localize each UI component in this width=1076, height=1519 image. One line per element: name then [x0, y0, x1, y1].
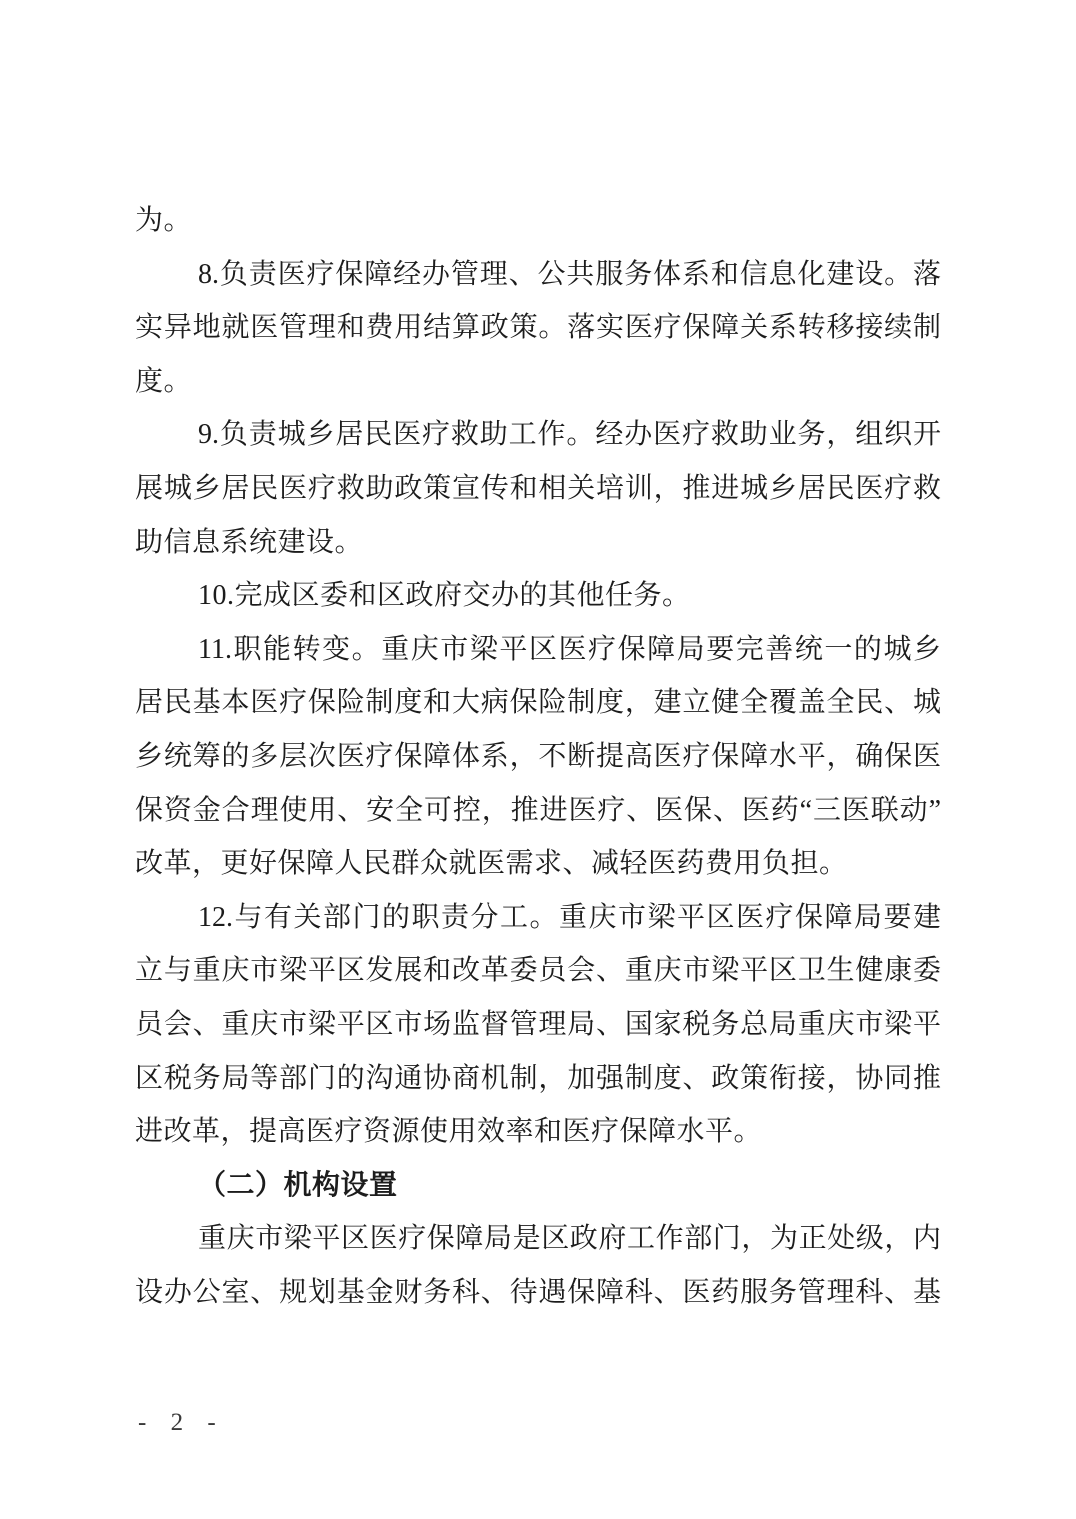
text-line: 保资金合理使用、安全可控，推进医疗、医保、医药“三医联动” — [135, 794, 941, 826]
document-body — [135, 194, 941, 1319]
text-line: 设办公室、规划基金财务科、待遇保障科、医药服务管理科、基 — [135, 1276, 941, 1308]
text-line: 重庆市梁平区医疗保障局是区政府工作部门，为正处级，内 — [198, 1223, 941, 1255]
text-line: 9.负责城乡居民医疗救助工作。经办医疗救助业务，组织开 — [198, 419, 941, 451]
page-number: - 2 - — [138, 1409, 225, 1436]
section-heading-line: （二）机构设置 — [198, 1169, 398, 1201]
text-line: 改革，更好保障人民群众就医需求、减轻医药费用负担。 — [135, 848, 848, 880]
paragraph — [135, 1159, 941, 1213]
text-line: 11.职能转变。重庆市梁平区医疗保障局要完善统一的城乡 — [198, 633, 941, 665]
text-line: 度。 — [135, 365, 193, 397]
text-line: 助信息系统建设。 — [135, 526, 364, 558]
paragraph — [135, 1212, 941, 1319]
paragraph — [135, 569, 941, 623]
text-line: 为。 — [135, 205, 193, 236]
text-line: 立与重庆市梁平区发展和改革委员会、重庆市梁平区卫生健康委 — [135, 955, 941, 987]
text-line: 乡统筹的多层次医疗保障体系，不断提高医疗保障水平，确保医 — [135, 740, 941, 772]
paragraph — [135, 623, 941, 891]
text-line: 8.负责医疗保障经办管理、公共服务体系和信息化建设。落 — [198, 258, 941, 290]
paragraph — [135, 194, 941, 248]
text-line: 12.与有关部门的职责分工。重庆市梁平区医疗保障局要建 — [198, 901, 941, 933]
text-line: 10.完成区委和区政府交办的其他任务。 — [198, 580, 691, 612]
text-line: 居民基本医疗保险制度和大病保险制度，建立健全覆盖全民、城 — [135, 687, 941, 719]
paragraph — [135, 248, 941, 409]
text-line: 实异地就医管理和费用结算政策。落实医疗保障关系转移接续制 — [135, 312, 941, 344]
text-line: 进改革，提高医疗资源使用效率和医疗保障水平。 — [135, 1116, 763, 1148]
paragraph — [135, 891, 941, 1159]
text-line: 员会、重庆市梁平区市场监督管理局、国家税务总局重庆市梁平 — [135, 1008, 941, 1040]
paragraph — [135, 408, 941, 569]
text-line: 区税务局等部门的沟通协商机制，加强制度、政策衔接，协同推 — [135, 1062, 941, 1094]
text-line: 展城乡居民医疗救助政策宣传和相关培训，推进城乡居民医疗救 — [135, 472, 941, 504]
